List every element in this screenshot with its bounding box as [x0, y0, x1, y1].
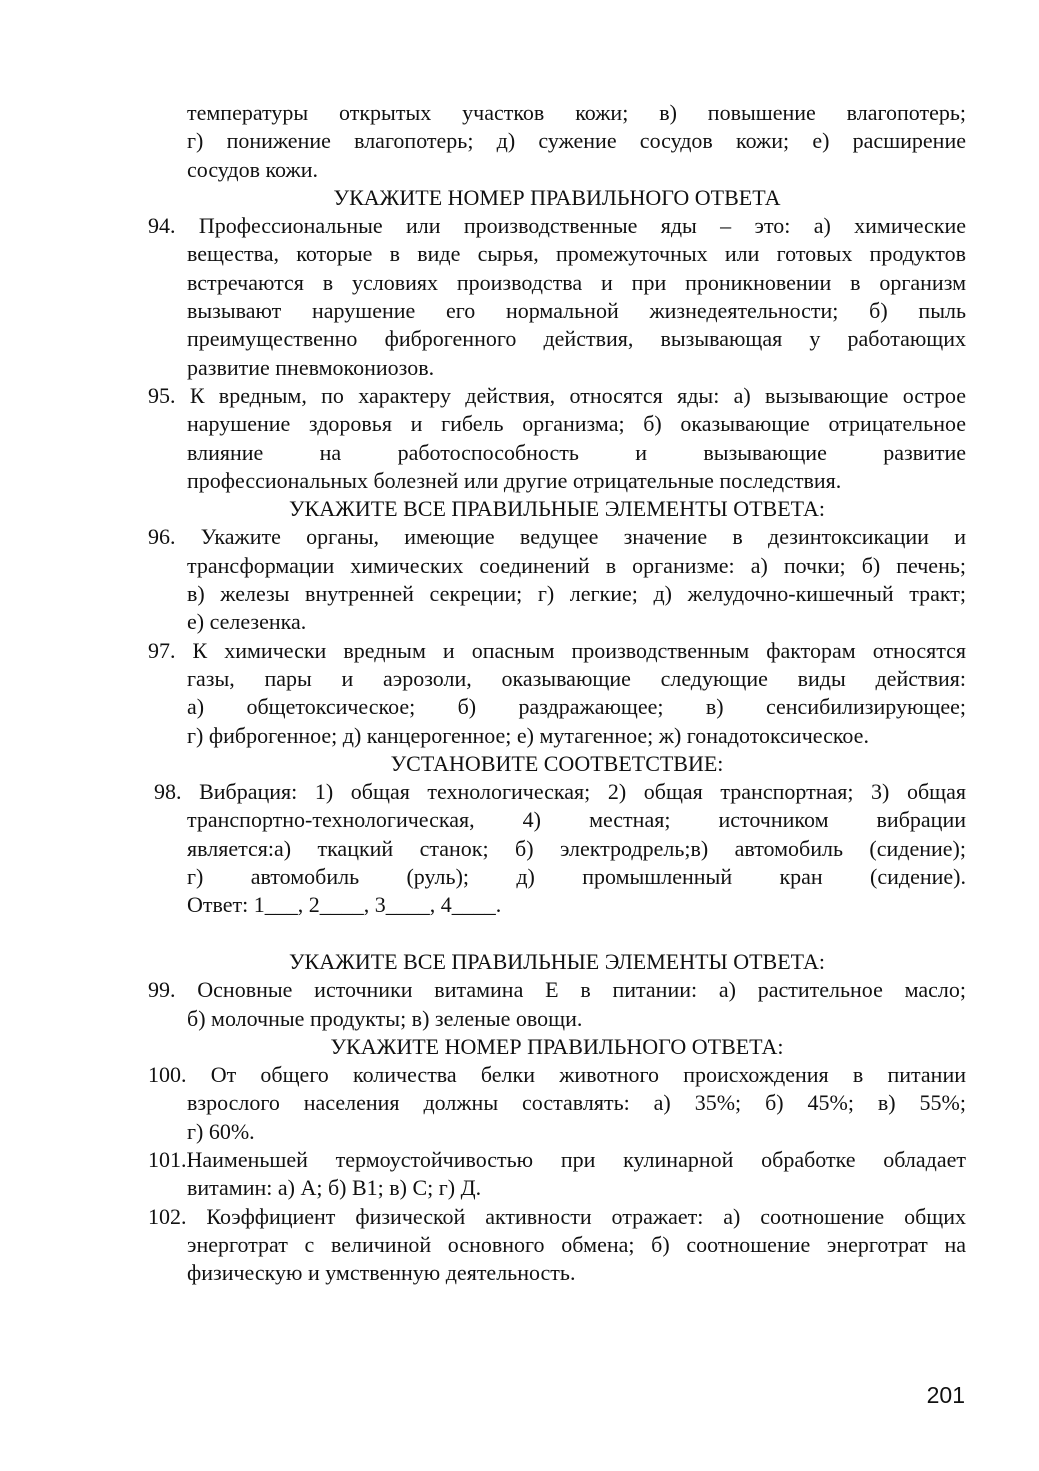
text-line: 99. Основные источники витамина Е в питании: а) растительное масло; [148, 977, 966, 1003]
text-line: температуры открытых участков кожи; в) повышение влагопотерь; [187, 100, 966, 125]
section-heading: УСТАНОВИТЕ СООТВЕТСТВИЕ: [390, 750, 724, 776]
text-line: 102. Коэффициент физической активности отражает: а) соотношение общих [148, 1203, 966, 1229]
text-line: в) железы внутренней секреции; г) легкие; д) желудочно-кишечный тракт; [187, 581, 966, 607]
text-line: является:а) ткацкий станок; б) электродрель;в) автомобиль (сидение); [187, 835, 966, 861]
text-line: 95. К вредным, по характеру действия, относятся яды: а) вызывающие острое [148, 382, 966, 408]
text-line: трансформации химических соединений в организме: а) почки; б) печень; [187, 552, 966, 578]
text-line: вещества, которые в виде сырья, промежуточных или готовых продуктов [187, 241, 966, 267]
text-line: витамин: а) А; б) В1; в) С; г) Д. [187, 1175, 482, 1201]
text-line: физическую и умственную деятельность. [187, 1260, 576, 1286]
text-line: влияние на работоспособность и вызывающие развитие [187, 439, 966, 465]
section-heading: УКАЖИТЕ НОМЕР ПРАВИЛЬНОГО ОТВЕТА [333, 184, 781, 210]
text-line: Ответ: 1___, 2____, 3____, 4____. [187, 892, 502, 918]
page-text-body [148, 99, 966, 1287]
text-line: преимущественно фиброгенного действия, вызывающая у работающих [187, 326, 966, 352]
section-heading: УКАЖИТЕ НОМЕР ПРАВИЛЬНОГО ОТВЕТА: [330, 1033, 784, 1059]
text-line: взрослого населения должны составлять: а) 35%; б) 45%; в) 55%; [187, 1090, 966, 1116]
text-line: г) понижение влагопотерь; д) сужение сосудов кожи; е) расширение [187, 128, 966, 154]
text-line: 97. К химически вредным и опасным производственным факторам относятся [148, 637, 966, 663]
text-line: г) фиброгенное; д) канцерогенное; е) мутагенное; ж) гонадотоксическое. [187, 722, 869, 748]
section-heading: УКАЖИТЕ ВСЕ ПРАВИЛЬНЫЕ ЭЛЕМЕНТЫ ОТВЕТА: [288, 496, 825, 522]
text-line: нарушение здоровья и гибель организма; б) оказывающие отрицательное [187, 411, 966, 437]
text-line: сосудов кожи. [187, 156, 318, 182]
text-line: вызывают нарушение его нормальной жизнедеятельности; б) пыль [187, 298, 966, 324]
text-line: г) 60%. [187, 1118, 255, 1144]
text-line: встречаются в условиях производства и при проникновении в организм [187, 269, 966, 295]
text-line: транспортно-технологическая, 4) местная; источником вибрации [187, 807, 966, 833]
text-line: профессиональных болезней или другие отрицательные последствия. [187, 467, 842, 493]
text-line: развитие пневмокониозов. [187, 354, 435, 380]
text-line: 101.Наименьшей термоустойчивостью при кулинарной обработке обладает [148, 1146, 966, 1172]
section-heading: УКАЖИТЕ ВСЕ ПРАВИЛЬНЫЕ ЭЛЕМЕНТЫ ОТВЕТА: [288, 948, 825, 974]
text-line: энерготрат с величиной основного обмена; б) соотношение энерготрат на [187, 1231, 966, 1257]
text-line: 98. Вибрация: 1) общая технологическая; 2) общая транспортная; 3) общая [154, 779, 966, 805]
blank-line [148, 920, 966, 948]
text-line: б) молочные продукты; в) зеленые овощи. [187, 1005, 583, 1031]
text-line: 100. От общего количества белки животного происхождения в питании [148, 1062, 966, 1088]
text-line: 94. Профессиональные или производственные яды – это: а) химические [148, 213, 966, 239]
text-line: е) селезенка. [187, 609, 307, 635]
page-number: 201 [926, 1382, 965, 1408]
text-line: г) автомобиль (руль); д) промышленный кран (сидение). [187, 864, 966, 890]
text-line: а) общетоксическое; б) раздражающее; в) сенсибилизирующее; [187, 694, 966, 720]
text-line: газы, пары и аэрозоли, оказывающие следующие виды действия: [187, 665, 966, 691]
text-line: 96. Укажите органы, имеющие ведущее значение в дезинтоксикации и [148, 524, 966, 550]
